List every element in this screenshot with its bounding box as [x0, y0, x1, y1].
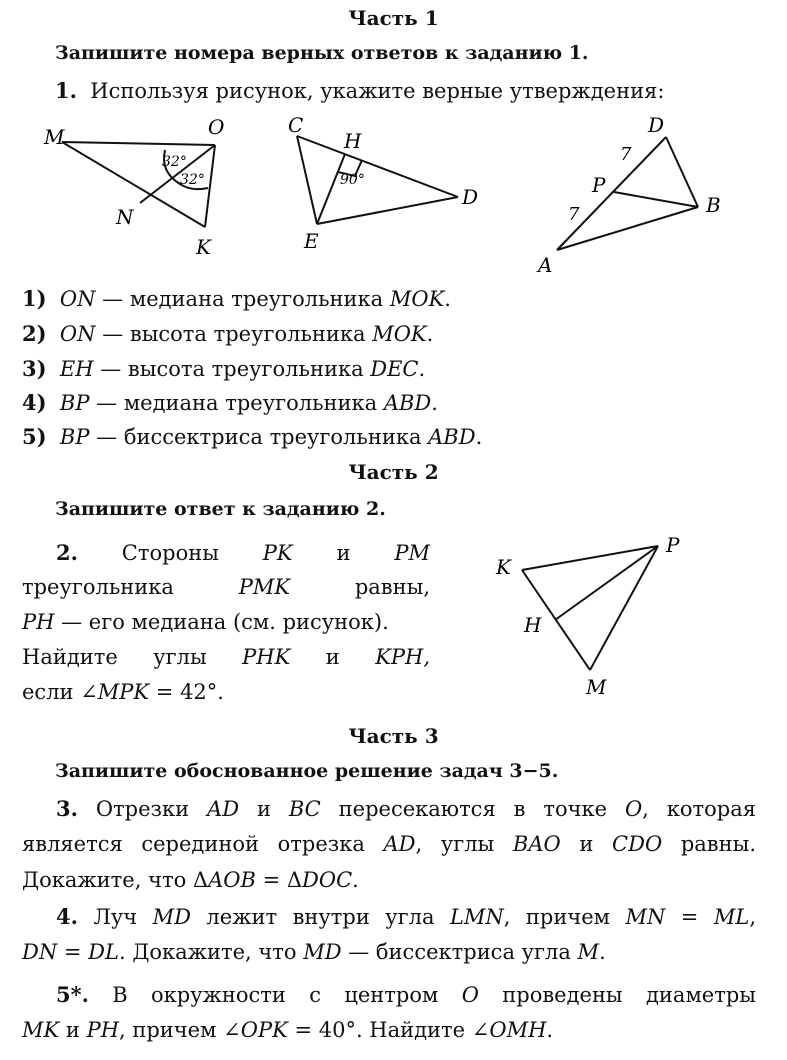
- figure-triangle-dec: [280, 112, 490, 257]
- label-h: H: [524, 613, 542, 637]
- task2-line-4: Найдите углы PHK и KPH,: [22, 645, 430, 669]
- task2-line-1: 2. Стороны PK и PM: [56, 540, 430, 565]
- task5-line-2: MK и PH, причем ∠OPK = 40°. Найдите ∠OMH.: [22, 1018, 554, 1042]
- task3-line-3: Докажите, что ΔAOB = ΔDOC.: [22, 868, 359, 892]
- task2-line-3: PH — его медиана (см. рисунок).: [22, 610, 389, 634]
- label-o: O: [208, 115, 225, 139]
- label-b: B: [706, 193, 721, 217]
- label-p: P: [592, 173, 606, 197]
- part1-title: Часть 1: [348, 6, 439, 30]
- option-4: 4) BP — медиана треугольника ABD.: [22, 390, 438, 415]
- segment-bp: [614, 192, 698, 207]
- label-c: C: [288, 113, 304, 137]
- option-2: 2) ON — высота треугольника MOK.: [22, 321, 434, 346]
- task5-line-1: 5*. В окружности с центром O проведены диаметры: [56, 982, 756, 1007]
- segment-eh: [317, 154, 345, 224]
- side-cd: [297, 136, 458, 197]
- length-label-1: 7: [620, 144, 632, 165]
- part3-instruction: Запишите обоснованное решение задач 3−5.: [55, 760, 559, 782]
- side-ed: [317, 197, 458, 224]
- label-a: A: [538, 253, 553, 277]
- angle-label-90: 90°: [340, 172, 365, 188]
- option-5: 5) BP — биссектриса треугольника ABD.: [22, 424, 483, 449]
- label-d: D: [462, 185, 479, 209]
- side-ok: [205, 145, 215, 227]
- task2-line-2: треугольника PMK равны,: [22, 575, 430, 599]
- label-d: D: [648, 113, 665, 137]
- median-ph: [555, 546, 658, 620]
- figure-triangle-mok: [40, 112, 240, 262]
- part2-instruction: Запишите ответ к заданию 2.: [55, 498, 386, 520]
- option-1: 1) ON — медиана треугольника MOK.: [22, 286, 451, 311]
- label-p: P: [666, 533, 680, 557]
- side-ce: [297, 136, 317, 224]
- side-mo: [62, 142, 215, 145]
- task4-line-2: DN = DL. Докажите, что MD — биссектриса угла M.: [22, 940, 606, 964]
- task1-text: 1. Используя рисунок, укажите верные утверждения:: [55, 78, 665, 103]
- task4-line-1: 4. Луч MD лежит внутри угла LMN, причем MN = ML,: [56, 904, 756, 929]
- label-n: N: [116, 205, 134, 229]
- angle-label-2: 32°: [180, 172, 205, 188]
- option-3: 3) EH — высота треугольника DEC.: [22, 356, 426, 381]
- part1-instruction: Запишите номера верных ответов к заданию 1.: [55, 42, 589, 64]
- task2-line-5: если ∠MPK = 42°.: [22, 680, 224, 704]
- task3-line-1: 3. Отрезки AD и BC пересекаются в точке O, которая: [56, 796, 756, 821]
- part3-title: Часть 3: [348, 724, 439, 748]
- figure-triangle-abd: [530, 112, 750, 282]
- length-label-2: 7: [568, 204, 580, 225]
- side-kp: [522, 546, 658, 570]
- label-h: H: [344, 129, 362, 153]
- angle-label-1: 32°: [162, 154, 187, 170]
- label-k: K: [196, 235, 211, 259]
- side-pm: [590, 546, 658, 670]
- side-db: [666, 137, 698, 207]
- label-m: M: [586, 675, 607, 699]
- label-m: M: [44, 125, 65, 149]
- part2-title: Часть 2: [348, 460, 439, 484]
- figure-triangle-pmk: [490, 530, 700, 705]
- task3-line-2: является серединой отрезка AD, углы BAO и CDO равны.: [22, 832, 756, 856]
- label-k: K: [496, 555, 511, 579]
- label-e: E: [304, 229, 319, 253]
